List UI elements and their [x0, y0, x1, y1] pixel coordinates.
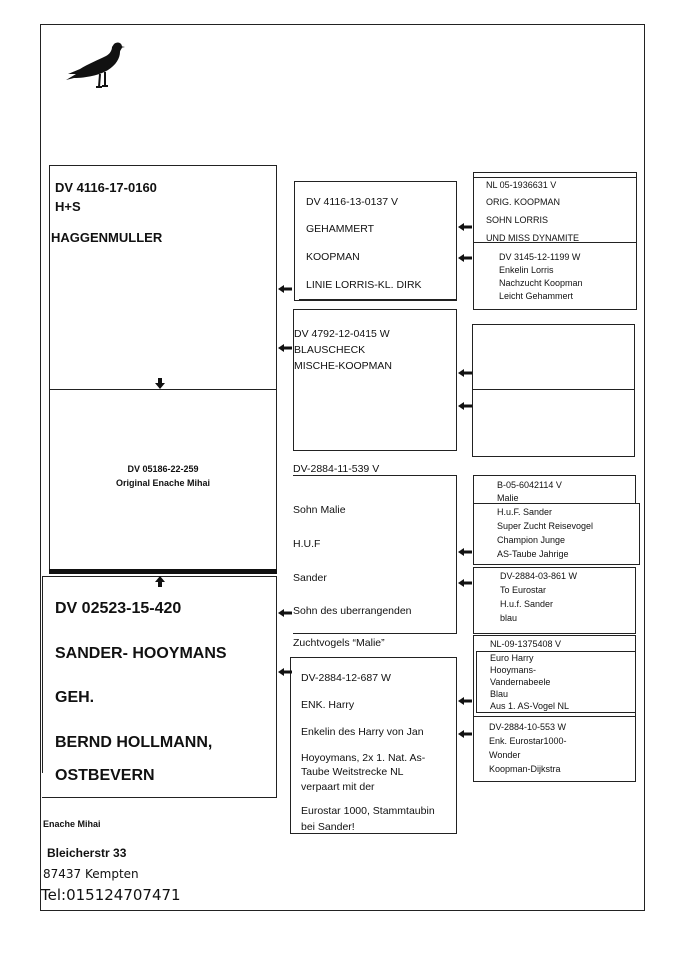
- gen3-g-line2: Euro Harry: [490, 653, 534, 663]
- gen3-b-ring: DV 3145-12-1199 W: [499, 252, 581, 262]
- gen2-d-line7: Eurostar 1000, Stammtaubin: [301, 805, 435, 817]
- main-bottom-ring: DV 02523-15-420: [55, 600, 182, 617]
- arrow-left-icon: [458, 254, 472, 262]
- arrow-left-icon: [458, 402, 472, 410]
- arrow-left-icon: [278, 285, 292, 293]
- gen2-b-ring: DV 4792-12-0415 W: [294, 328, 390, 340]
- gen2-box-d: [290, 657, 457, 782]
- gen3-h-line4: Koopman-Dijkstra: [489, 764, 561, 774]
- gen2-d-line5: Taube Weitstrecke NL: [301, 766, 404, 778]
- gen2-a-line3: KOOPMAN: [306, 251, 360, 263]
- gen3-box-f: [473, 567, 636, 634]
- main-middle-ring: DV 05186-22-259: [127, 464, 199, 474]
- arrow-left-icon: [458, 369, 472, 377]
- gen3-g-line5: Blau: [490, 689, 509, 699]
- gen2-box-a: [294, 181, 457, 301]
- main-top-line2: H+S: [55, 199, 81, 214]
- footer-phone: Tel:015124707471: [41, 886, 181, 904]
- gen3-a-ring: NL 05-1936631 V: [486, 180, 557, 190]
- gen2-b-line3: MISCHE-KOOPMAN: [294, 360, 393, 372]
- footer-street: Bleicherstr 33: [47, 846, 127, 860]
- gen3-box-e-inner: [473, 503, 640, 565]
- gen3-box-b: [473, 172, 637, 310]
- gen3-b-line3: Nachzucht Koopman: [499, 278, 583, 288]
- gen3-f-line4: blau: [500, 613, 518, 623]
- gen3-e-line5: Champion Junge: [497, 535, 566, 545]
- gen2-a-ring: DV 4116-13-0137 V: [306, 196, 399, 208]
- arrow-left-icon: [458, 223, 472, 231]
- gen3-e-line4: Super Zucht Reisevogel: [497, 521, 594, 531]
- gen2-box-c: [293, 475, 457, 634]
- gen3-e-line2: Malie: [497, 493, 519, 503]
- gen3-a-line4: UND MISS DYNAMITE: [486, 233, 580, 243]
- main-bottom-line2: SANDER- HOOYMANS: [55, 645, 227, 662]
- gen3-f-line3: H.u.f. Sander: [500, 599, 554, 609]
- gen2-b-line2: BLAUSCHECK: [294, 344, 366, 356]
- main-top-line3: HAGGENMULLER: [51, 230, 163, 245]
- gen3-box-c: [472, 324, 635, 390]
- gen3-b-line4: Leicht Gehammert: [499, 291, 574, 301]
- main-bottom-line3: GEH.: [55, 689, 95, 706]
- main-middle-box: [49, 389, 277, 571]
- gen2-c-line6: Zuchtvogels “Malie”: [293, 637, 385, 649]
- gen2-c-line3: H.U.F: [293, 538, 321, 550]
- gen3-a-line3: SOHN LORRIS: [486, 215, 549, 225]
- gen3-g-line4: Vandernabeele: [490, 677, 551, 687]
- main-middle-line2: Original Enache Mihai: [115, 478, 211, 488]
- gen2-c-ring: DV-2884-11-539 V: [293, 463, 380, 475]
- gen2-d-line3: Enkelin des Harry von Jan: [301, 726, 424, 738]
- gen2-c-line2: Sohn Malie: [293, 504, 346, 516]
- gen2-c-line5: Sohn des uberrangenden: [293, 605, 412, 617]
- gen3-f-ring: DV-2884-03-861 W: [500, 571, 578, 581]
- arrow-left-icon: [458, 697, 472, 705]
- gen3-h-line3: Wonder: [489, 750, 521, 760]
- arrow-left-icon: [458, 579, 472, 587]
- gen3-box-g-inner: [476, 651, 636, 713]
- arrow-down-icon: [155, 376, 165, 394]
- gen2-d-line2: ENK. Harry: [301, 699, 355, 711]
- gen3-f-line2: To Eurostar: [500, 585, 547, 595]
- pigeon-icon: [64, 38, 130, 94]
- gen2-d-ring: DV-2884-12-687 W: [301, 672, 391, 684]
- arrow-up-icon: [155, 574, 165, 592]
- gen3-box-d: [472, 389, 635, 457]
- main-bottom-box: [42, 576, 277, 798]
- main-top-ring: DV 4116-17-0160: [55, 180, 157, 195]
- gen3-h-ring: DV-2884-10-553 W: [489, 722, 567, 732]
- footer-name: Enache Mihai: [43, 819, 101, 829]
- arrow-left-icon: [458, 548, 472, 556]
- gen2-d-line6: verpaart mit der: [301, 781, 375, 793]
- gen2-box-b: [293, 309, 457, 451]
- gen2-d-line8: bei Sander!: [301, 821, 355, 833]
- gen2-box-d-ext: [290, 782, 457, 834]
- gen3-g-line6: Aus 1. AS-Vogel NL: [490, 701, 570, 711]
- arrow-left-icon: [278, 344, 292, 352]
- arrow-left-icon: [278, 609, 292, 617]
- gen3-e-ring: B-05-6042114 V: [497, 480, 562, 490]
- main-bottom-line4: BERND HOLLMANN,: [55, 734, 213, 751]
- gen3-b-line2: Enkelin Lorris: [499, 265, 554, 275]
- gen2-a-shadow: [299, 299, 457, 300]
- gen2-a-line4: LINIE LORRIS-KL. DIRK: [306, 279, 422, 291]
- gen3-g-line3: Hooymans-: [490, 665, 537, 675]
- gen3-e-line3: H.u.F. Sander: [497, 507, 553, 517]
- gen3-a-line2: ORIG. KOOPMAN: [486, 197, 561, 207]
- gen3-e-line6: AS-Taube Jahrige: [497, 549, 569, 559]
- gen3-box-h: [473, 716, 636, 782]
- arrow-left-icon: [278, 668, 292, 676]
- main-bottom-line5: OSTBEVERN: [55, 767, 155, 784]
- gen2-c-line4: Sander: [293, 572, 327, 584]
- gen2-a-line2: GEHAMMERT: [306, 223, 375, 235]
- gen3-g-ring: NL-09-1375408 V: [490, 639, 562, 649]
- arrow-left-icon: [458, 730, 472, 738]
- main-top-box: [49, 165, 277, 390]
- gen3-h-line2: Enk. Eurostar1000-: [489, 736, 567, 746]
- gen2-d-line4: Hoyoymans, 2x 1. Nat. As-: [301, 752, 426, 764]
- footer-city: 87437 Kempten: [43, 867, 139, 881]
